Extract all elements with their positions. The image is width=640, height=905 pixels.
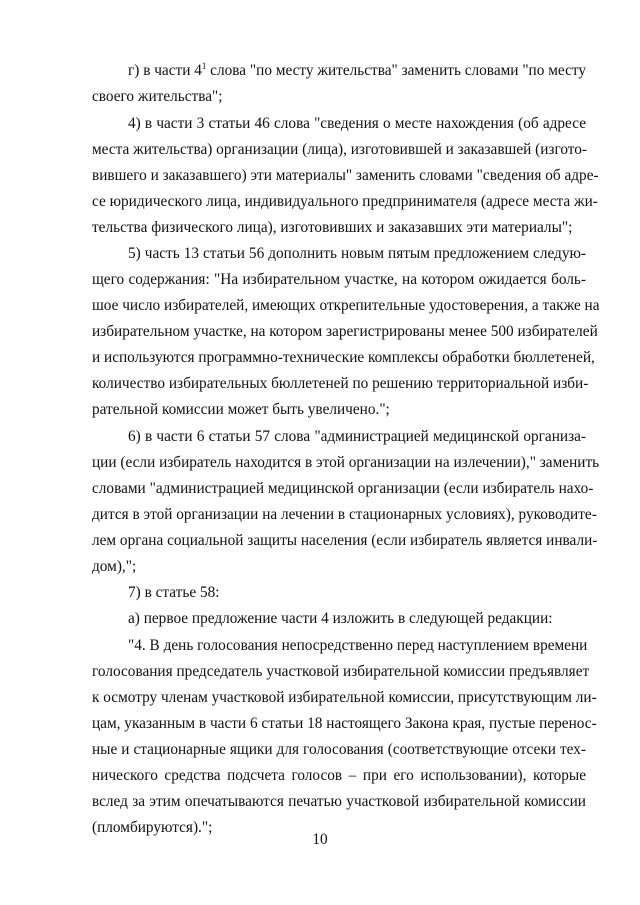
text-line: рательной комиссии может быть увеличено."; (92, 401, 390, 418)
text-line: места жительства) организации (лица), изготовившей и заказавшей (изгото- (92, 141, 588, 158)
text-line: шое число избирателей, имеющих открепительные удостоверения, а также на (92, 297, 600, 314)
text-line: своего жительства"; (92, 88, 223, 105)
text-segment: слова "по месту жительства" заменить словами "по месту (206, 62, 586, 79)
text-line: 5) часть 13 статьи 56 дополнить новым пятым предложением следую- (128, 245, 586, 262)
text-line: 6) в части 6 статьи 57 слова "администрацией медицинской организа- (128, 428, 586, 445)
text-line: дится в этой организации на лечении в стационарных условиях), руководите- (92, 506, 597, 523)
text-line: количество избирательных бюллетеней по решению территориальной изби- (92, 375, 589, 392)
text-line: тельства физического лица), изготовивших и заказавших эти материалы"; (92, 219, 573, 236)
text-line: и используются программно-технические комплексы обработки бюллетеней, (92, 349, 595, 366)
text-line: нического средства подсчета голосов – при его использовании), которые (92, 767, 586, 784)
text-line: к осмотру членам участковой избирательной комиссии, присутствующим ли- (92, 689, 597, 706)
text-line: словами "администрацией медицинской организации (если избиратель нахо- (92, 480, 594, 497)
text-line: лем органа социальной защиты населения (если избиратель является инвали- (92, 532, 598, 549)
text-line: избирательном участке, на котором зарегистрированы менее 500 избирателей (92, 323, 598, 340)
text-line: ные и стационарные ящики для голосования (соответствующие отсеки тех- (92, 741, 586, 758)
text-line: (пломбируются)."; (92, 819, 213, 836)
text-line: 4) в части 3 статьи 46 слова "сведения о месте нахождения (об адресе (128, 115, 586, 132)
text-line: ции (если избиратель находится в этой организации на излечении)," заменить (92, 454, 600, 471)
page-number: 10 (312, 831, 328, 848)
text-segment: г) в части 4 (128, 62, 202, 79)
text-line: цам, указанным в части 6 статьи 18 настоящего Закона края, пустые перенос- (92, 715, 597, 732)
text-line (128, 62, 586, 80)
text-line: 7) в статье 58: (128, 584, 220, 601)
text-line: вившего и заказавшего) эти материалы" заменить словами "сведения об адре- (92, 167, 599, 184)
text-line: а) первое предложение части 4 изложить в следующей редакции: (128, 610, 553, 627)
text-line: се юридического лица, индивидуального предпринимателя (адресе места жи- (92, 193, 598, 210)
text-line: дом),"; (92, 558, 137, 575)
superscript: 1 (201, 61, 207, 71)
text-line: голосования председатель участковой избирательной комиссии предъявляет (92, 663, 590, 680)
text-line: "4. В день голосования непосредственно перед наступлением времени (128, 637, 588, 654)
text-line: щего содержания: "На избирательном участке, на котором ожидается боль- (92, 271, 586, 288)
text-line: вслед за этим опечатываются печатью участковой избирательной комиссии (92, 793, 586, 810)
